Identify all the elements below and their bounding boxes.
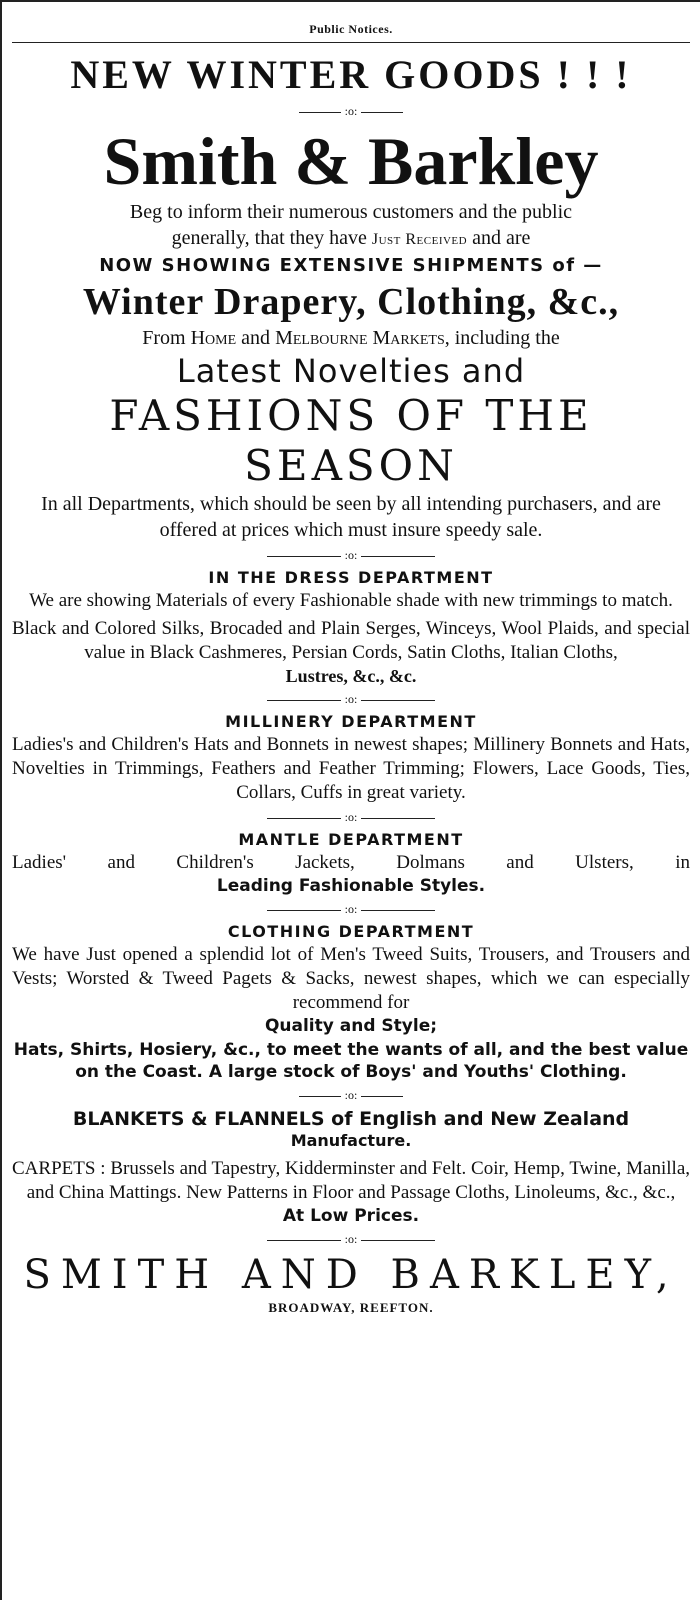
markets-line [12,325,690,351]
dress-heading: IN THE DRESS DEPARTMENT [208,568,494,587]
clothing-heading: CLOTHING DEPARTMENT [227,922,475,941]
markets-line-a: From [142,327,186,349]
divider: :o: [12,1087,690,1103]
firm-name: Smith & Barkley [103,123,599,199]
mantle-para: Ladies' and Children's Jackets, Dolmans and Ulsters, in [12,852,690,873]
dress-para-1: We are showing Materials of every Fashionable shade with new trimmings to match. [29,590,673,611]
dress-para-2-end: Lustres, &c., &c. [285,666,417,686]
divider: :o: [12,901,690,917]
divider: :o: [12,103,690,119]
millinery-para: Ladies's and Children's Hats and Bonnets in newest shapes; Millinery Bonnets and Hats, Novelties in Trimmings, Feathers and Feather Trimming; Flowers, Lace Goods, Ties, Collars, Cuffs in great variety. [12,734,690,803]
footer-address: BROADWAY, REEFTON. [268,1300,434,1315]
footer-firm-name: SMITH AND BARKLEY, [23,1252,679,1298]
clothing-para-2: Hats, Shirts, Hosiery, &c., to meet the wants of all, and the best value on the Coast. A large stock of Boys' and Youths' Clothing. [13,1040,689,1082]
divider: :o: [12,809,690,825]
blankets-line-end: Manufacture. [290,1131,412,1150]
section-header: Public Notices. [309,22,393,36]
clothing-para-1-end: Quality and Style; [264,1016,438,1036]
mantle-para-end: Leading Fashionable Styles. [216,876,486,896]
fashions-of-the-season: FASHIONS OF THE SEASON [109,391,593,490]
clothing-para-1: We have Just opened a splendid lot of Men's Tweed Suits, Trousers, and Trousers and Vests; Worsted & Tweed Pagets & Sacks, newest shapes, which we can especially recommend for [12,944,690,1013]
latest-novelties: Latest Novelties and [176,352,526,390]
blankets-line: BLANKETS & FLANNELS of English and New Zealand [72,1108,630,1130]
ad-title: NEW WINTER GOODS ! ! ! [70,52,632,97]
carpets-para-end: At Low Prices. [282,1206,420,1226]
intro-line-2a: generally, that they have [171,227,367,249]
divider: :o: [12,1231,690,1247]
now-showing-line: NOW SHOWING EXTENSIVE SHIPMENTS of — [99,255,603,276]
markets-line-e: including the [454,327,560,349]
just-received: Just Received [371,231,468,248]
header-rule [12,42,690,43]
millinery-heading: MILLINERY DEPARTMENT [225,712,477,731]
melbourne-markets: Melbourne Markets, [275,327,450,349]
intro-closing: In all Departments, which should be seen by all intending purchasers, and are offered at prices which must insure speedy sale. [41,493,661,541]
winter-drapery-line: Winter Drapery, Clothing, &c., [82,281,620,323]
intro-line-1: Beg to inform their numerous customers and the public [129,201,573,223]
intro-line-2 [12,225,690,253]
dress-para-2: Black and Colored Silks, Brocaded and Plain Serges, Winceys, Wool Plaids, and special value in Black Cashmeres, Persian Cords, Satin Cloths, Italian Cloths, [12,618,690,663]
home: Home [190,327,237,349]
divider: :o: [12,547,690,563]
mantle-heading: MANTLE DEPARTMENT [238,830,464,849]
carpets-para: CARPETS : Brussels and Tapestry, Kidderminster and Felt. Coir, Hemp, Twine, Manilla, and China Mattings. New Patterns in Floor and Passage Cloths, Linoleums, &c., &c., [12,1158,690,1203]
markets-line-c: and [241,327,271,349]
intro-line-2c: and are [472,227,531,249]
divider: :o: [12,691,690,707]
